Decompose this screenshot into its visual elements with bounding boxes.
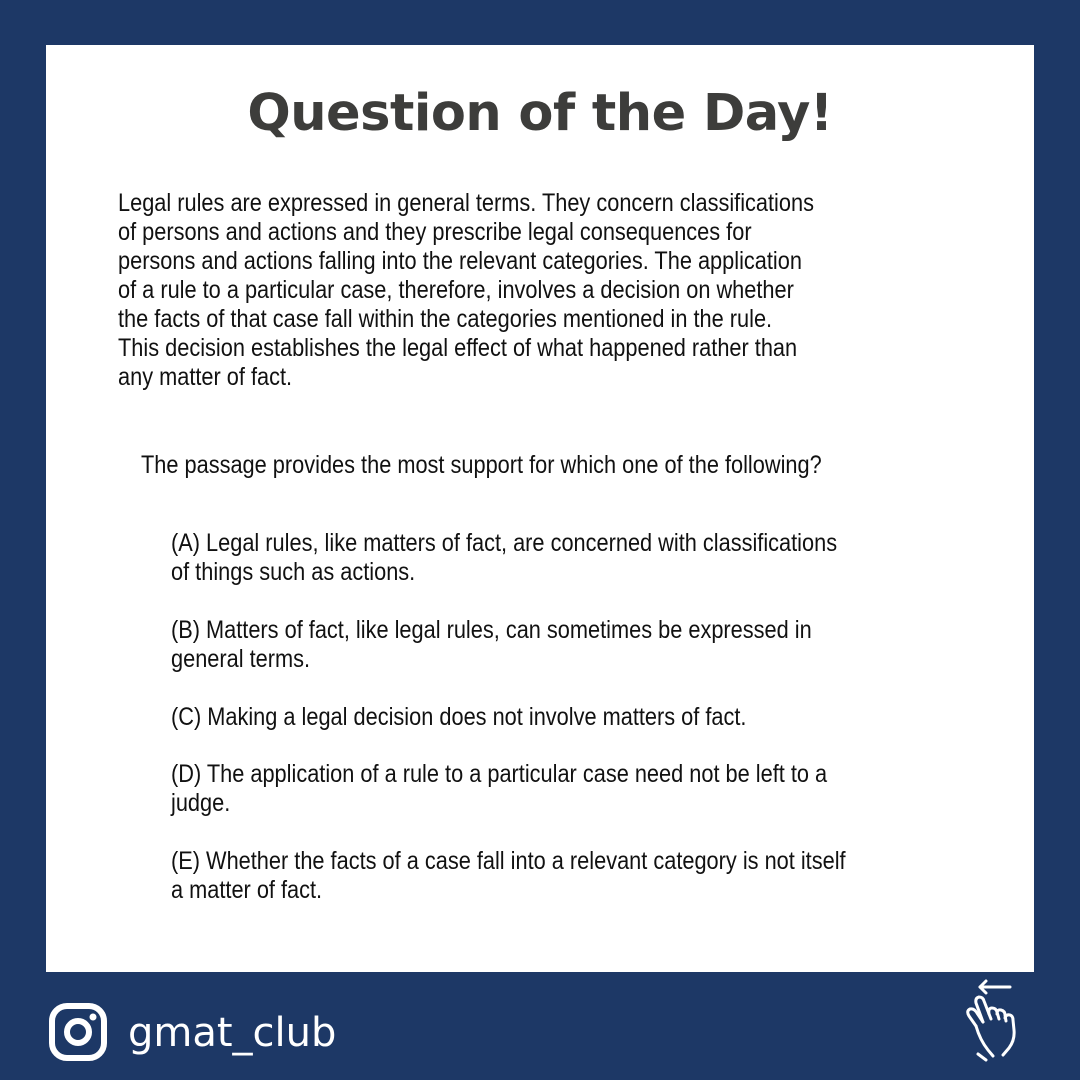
question-prompt: The passage provides the most support for which one of the following? bbox=[141, 451, 822, 479]
instagram-icon[interactable] bbox=[48, 1002, 108, 1062]
account-handle[interactable]: gmat_club bbox=[128, 1010, 337, 1056]
answer-option-a[interactable]: (A) Legal rules, like matters of fact, are concerned with classifications of things such as actions. bbox=[171, 529, 838, 586]
answer-option-c[interactable]: (C) Making a legal decision does not involve matters of fact. bbox=[171, 703, 747, 731]
answer-option-e[interactable]: (E) Whether the facts of a case fall into a relevant category is not itself a matter of fact. bbox=[171, 847, 846, 904]
answer-option-b[interactable]: (B) Matters of fact, like legal rules, can sometimes be expressed in general terms. bbox=[171, 616, 812, 673]
passage-text: Legal rules are expressed in general terms. They concern classifications of persons and actions and they prescribe legal consequences for persons and actions falling into the relevant categories. The application of a rule to a particular case, therefore, involves a decision on whether the facts of that case fall within the categories mentioned in the rule. This decision establishes the legal effect of what happened rather than any matter of fact. bbox=[118, 189, 814, 391]
page-title: Question of the Day! bbox=[247, 84, 833, 143]
swipe-left-hand-icon bbox=[958, 978, 1034, 1062]
question-card bbox=[46, 45, 1034, 972]
answer-option-d[interactable]: (D) The application of a rule to a particular case need not be left to a judge. bbox=[171, 760, 828, 817]
